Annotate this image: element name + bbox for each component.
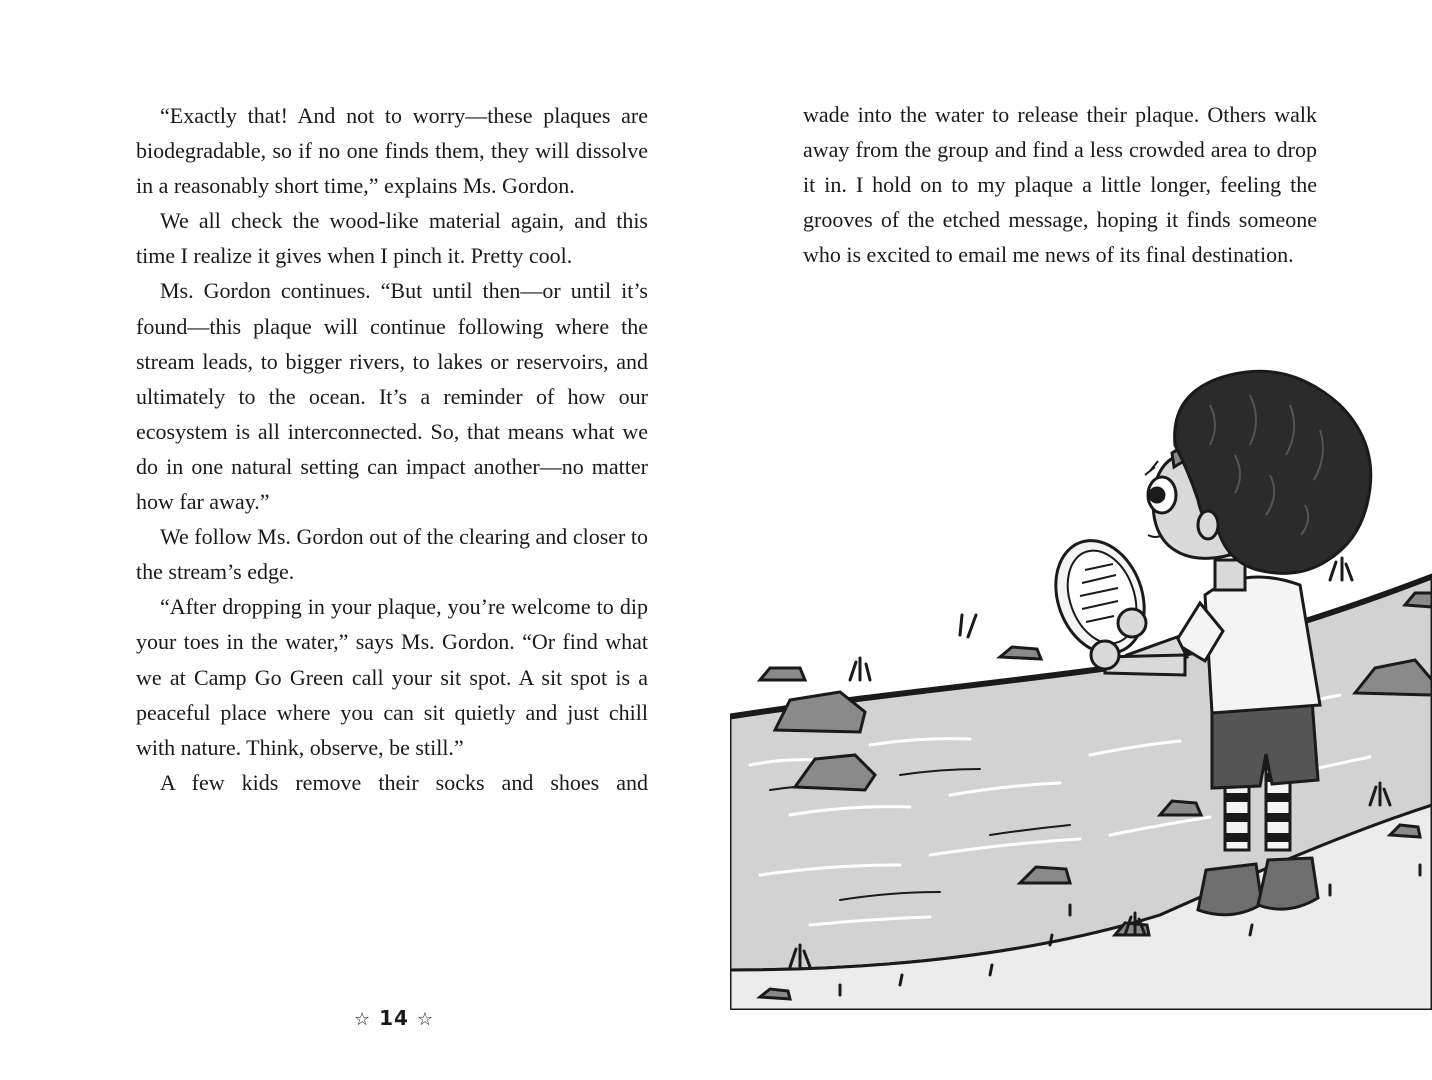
- star-icon: ☆: [353, 1009, 372, 1030]
- paragraph: wade into the water to release their plaque. Others walk away from the group and find a less crowded area to drop it in. I hold on to my plaque a little longer, feeling the grooves of the etched message, hoping it finds someone who is excited to email me news of its final destination.: [803, 102, 1317, 268]
- page-number: [340, 1006, 448, 1030]
- stream-illustration: [730, 335, 1432, 1010]
- paragraph: Ms. Gordon continues. “But until then—or until it’s found—this plaque will continue following where the stream leads, to bigger rivers, to lakes or reservoirs, and ultimately to the ocean. It’s a reminder of how our ecosystem is all interconnected. So, that means what we do in one natural setting can impact another—no matter how far away.”: [136, 278, 648, 515]
- right-page-text: [803, 97, 1317, 272]
- left-page-text: [136, 98, 648, 800]
- paragraph: A few kids remove their socks and shoes and: [160, 769, 648, 795]
- star-icon: ☆: [416, 1009, 435, 1030]
- paragraph: “After dropping in your plaque, you’re welcome to dip your toes in the water,” says Ms. Gordon. “Or find what we at Camp Go Green call your sit spot. A sit spot is a peaceful place where you can sit quietly and just chill with nature. Think, observe, be still.”: [136, 594, 648, 760]
- page-number-value: 14: [379, 1006, 409, 1030]
- paragraph: We all check the wood-like material again, and this time I realize it gives when I pinch it. Pretty cool.: [136, 208, 648, 269]
- paragraph: “Exactly that! And not to worry—these plaques are biodegradable, so if no one finds them, they will dissolve in a reasonably short time,” explains Ms. Gordon.: [136, 103, 648, 199]
- paragraph: We follow Ms. Gordon out of the clearing and closer to the stream’s edge.: [136, 524, 648, 585]
